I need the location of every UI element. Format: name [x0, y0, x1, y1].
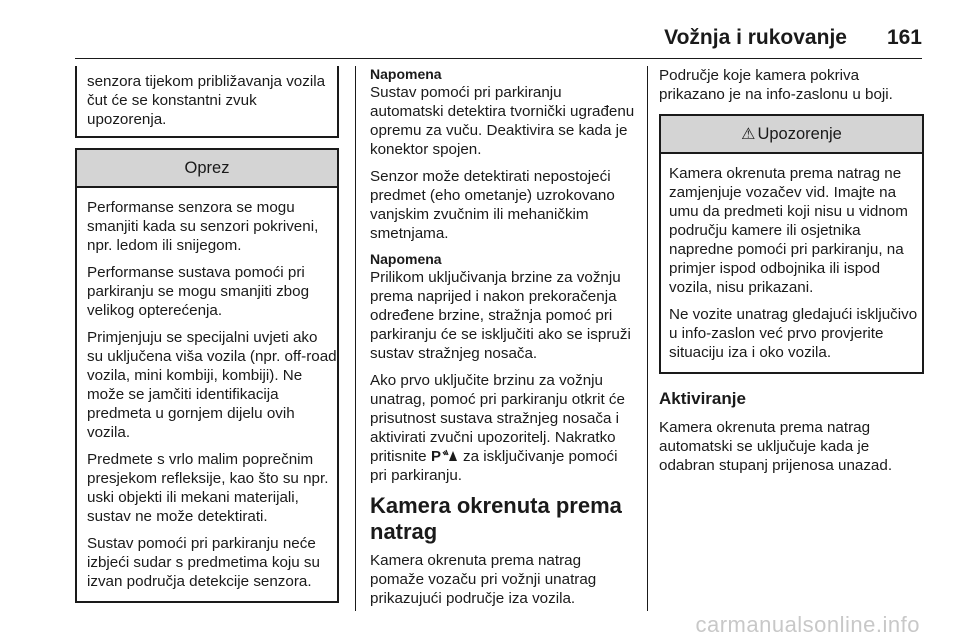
section-title: Kamera okrenuta prema natrag — [370, 493, 622, 544]
body-paragraph: Ako prvo uključite brzinu za vožnju unatrag, pomoć pri parkiranju otkrit će prisutnost sustava stražnjeg nosača i aktivirati zvučni upozoritelj. Nakratko pritisnite P za isključivanje pomoći pri parkiranju. — [370, 372, 625, 484]
header-rule — [75, 58, 922, 59]
parking-assist-icon — [431, 448, 459, 463]
caution-box-body — [77, 188, 337, 601]
watermark: carmanualsonline.info — [695, 612, 920, 637]
intro-text: Područje koje kamera pokriva prikazano je na info-zaslonu u boji. — [659, 67, 893, 103]
note-text: Sustav pomoći pri parkiranju automatski detektira tvornički ugrađenu opremu za vuču. Deaktivira se kada je konektor spojen. — [370, 84, 635, 158]
warning-paragraph: Ne vozite unatrag gledajući isključivo u info-zaslon već prvo provjerite situaciju iza i oko vozila. — [669, 306, 918, 361]
page-number: 161 — [886, 26, 922, 49]
warning-box — [659, 114, 924, 374]
svg-text:P: P — [430, 448, 441, 463]
body-paragraph: Senzor može detektirati nepostojeći predmet (eho ometanje) uzrokovano vanjskim zvučnim ili mehaničkim smetnjama. — [370, 168, 615, 242]
column-divider — [647, 66, 648, 611]
column-divider — [355, 66, 356, 611]
caution-box — [75, 148, 339, 603]
caution-paragraph: Predmete s vrlo malim poprečnim presjekom refleksije, kao što su npr. uski objekti ili mekani materijali, sustav ne može detektirati. — [87, 451, 329, 525]
subsection-title: Aktiviranje — [659, 389, 746, 408]
subsection-text: Kamera okrenuta prema natrag automatski se uključuje kada je odabran stupanj prijenosa unazad. — [659, 419, 893, 474]
warning-paragraph: Kamera okrenuta prema natrag ne zamjenjuje vozačev vid. Imajte na umu da predmeti koji nisu u vidnom području kamere ili osjetnika napredne pomoći pri parkiranju, na primjer ispod odbojnika ili ispod vozila, nisu prikazani. — [669, 165, 908, 296]
caution-paragraph: Primjenjuju se specijalni uvjeti ako su uključena viša vozila (npr. off-road vozila, mini kombiji, kombiji). Ne može se jamčiti identifikacija predmeta u gornjem dijelu ovih vozila. — [87, 329, 337, 441]
page-header — [664, 26, 922, 50]
caution-paragraph: Performanse sustava pomoći pri parkiranju se mogu smanjiti zbog velikog opterećenja. — [87, 264, 310, 319]
note-label: Napomena — [370, 251, 442, 267]
continued-box — [75, 66, 339, 138]
column-1 — [75, 66, 339, 603]
warning-box-title: ⚠ Upozorenje — [661, 116, 922, 154]
caution-paragraph: Performanse senzora se mogu smanjiti kada su senzori pokriveni, npr. ledom ili snijegom. — [87, 199, 319, 254]
column-3 — [659, 66, 924, 483]
caution-box-title: Oprez — [77, 150, 337, 188]
continued-box-text: senzora tijekom približavanja vozila čut će se konstantni zvuk upozorenja. — [87, 73, 326, 128]
column-2 — [370, 66, 636, 616]
warning-box-body — [661, 154, 922, 372]
note-label: Napomena — [370, 66, 442, 82]
warning-triangle-icon: ⚠ — [741, 126, 756, 143]
caution-paragraph: Sustav pomoći pri parkiranju neće izbjeći sudar s predmetima koju su izvan područja detekcije senzora. — [87, 535, 320, 590]
header-title: Vožnja i rukovanje — [664, 26, 847, 49]
note-text: Prilikom uključivanja brzine za vožnju prema naprijed i nakon prekoračenja određene brzine, stražnja pomoć pri parkiranju će se isključiti ako se ispruži sustav stražnjeg nosača. — [370, 269, 631, 362]
section-text: Kamera okrenuta prema natrag pomaže vozaču pri vožnji unatrag prikazujući područje iza vozila. — [370, 552, 597, 607]
